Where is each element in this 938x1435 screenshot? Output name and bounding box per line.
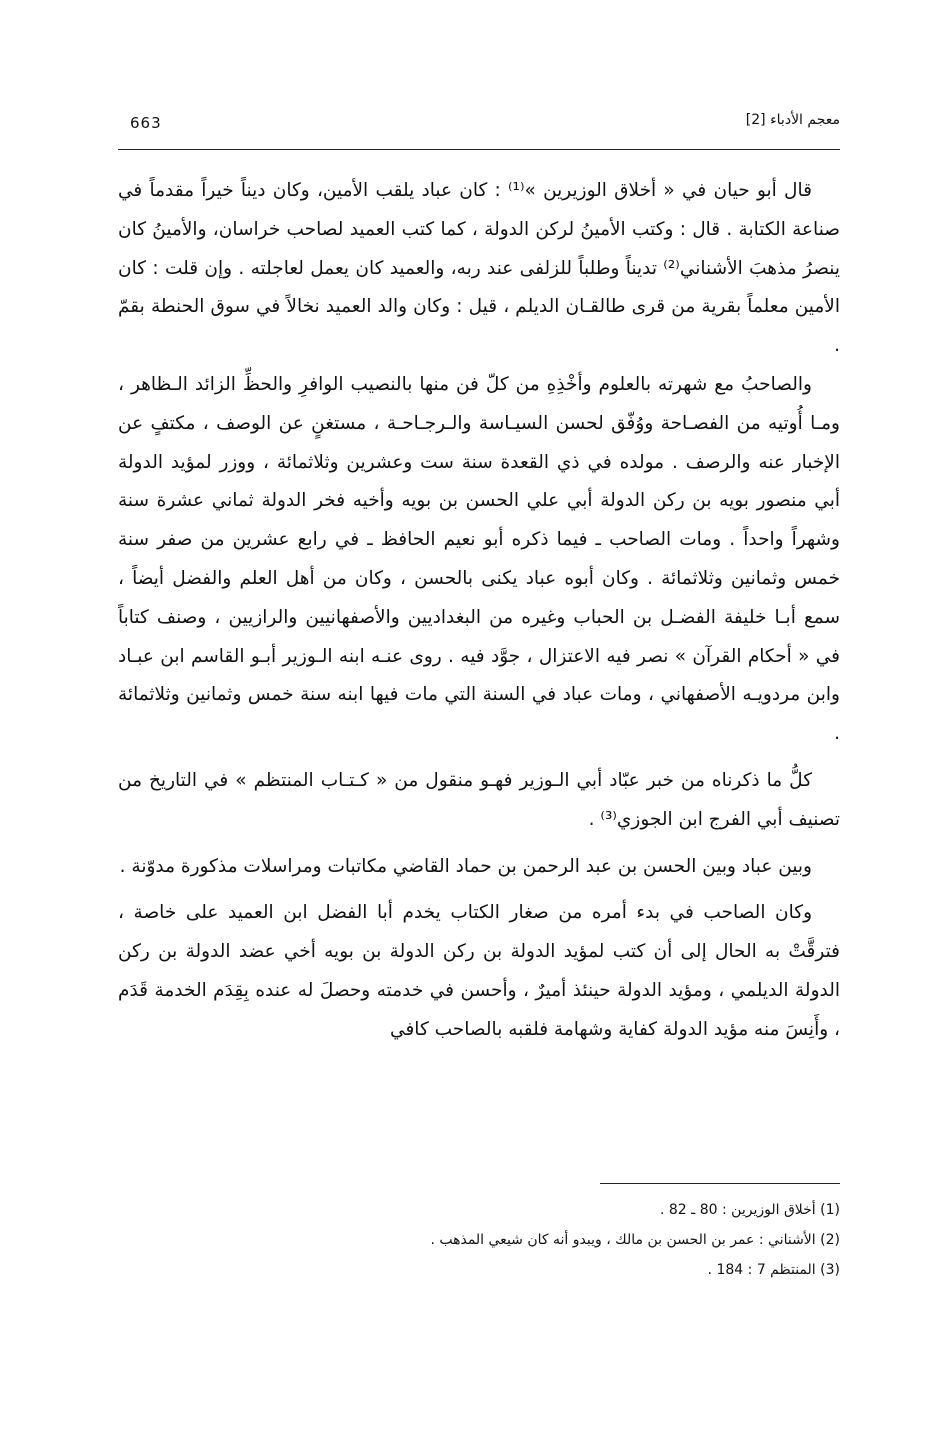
page-number: 663 xyxy=(130,114,162,132)
footnote-2: (2) الأشناني : عمر بن الحسن بن مالك ، ويبدو أنه كان شيعي المذهب . xyxy=(430,1232,840,1248)
footnotes xyxy=(118,1195,840,1285)
page-header xyxy=(118,108,840,150)
body-text xyxy=(118,172,840,1050)
paragraph-2: والصاحبُ مع شهرته بالعلوم وأخْذِهِ من كلّ فن منها بالنصيب الوافرِ والحظِّ الزائد الـظاهر ، ومـا أُوتيه من الفصـاحة ووُفّق لحسن السيـاسة والـرجـاحـة ، مستغنٍ عن الوصف ، مكتفٍ عن الإخبار عنه والرصف . مولده في ذي القعدة سنة ست وعشرين وثلاثمائة ، ووزر لمؤيد الدولة أبي منصور بويه بن ركن الدولة أبي علي الحسن بن بويه وأخيه فخر الدولة ثماني عشرة سنة وشهراً واحداً . ومات الصاحب ـ فيما ذكره أبو نعيم الحافظ ـ في رابع عشرين من صفر سنة خمس وثمانين وثلاثمائة . وكان أبوه عباد يكنى بالحسن ، وكان من أهل العلم والفضل أيضاً ، سمع أبـا خليفة الفضـل بن الحباب وغيره من البغداديين والأصفهانيين والرازيين ، وصنف كتاباً في « أحكام القرآن » نصر فيه الاعتزال ، جوَّد فيه . روى عنـه ابنه الـوزير أبـو القاسم ابن عبـاد وابن مردويـه الأصفهاني ، ومات عباد في السنة التي مات فيها ابنه سنة خمس وثمانين وثلاثمائة . xyxy=(118,373,840,745)
footnote-3: (3) المنتظم 7 : 184 . xyxy=(707,1262,840,1278)
paragraph-5: وكان الصاحب في بدء أمره من صغار الكتاب يخدم أبا الفضل ابن العميد على خاصة ، فترقَّتْ به الحال إلى أن كتب لمؤيد الدولة بن ركن الدولة بن بويه أخي عضد الدولة بن ركن الدولة الديلمي ، ومؤيد الدولة حينئذ أميرٌ ، وأحسن في خدمته وحصلَ له عنده بِقِدَم الخدمة قَدَم ، وأَنِسَ منه مؤيد الدولة كفاية وشهامة فلقبه بالصاحب كافي xyxy=(118,902,840,1040)
footnote-rule xyxy=(600,1183,840,1184)
running-title: معجم الأدباء [2] xyxy=(745,112,840,128)
paragraph-3: كلُّ ما ذكرناه من خبر عبّاد أبي الـوزير فهـو منقول من « كـتـاب المنتظم » في التاريخ من تصنيف أبي الفرج ابن الجوزي⁽³⁾ . xyxy=(118,769,840,830)
paragraph-4: وبين عباد وبين الحسن بن عبد الرحمن بن حماد القاضي مكاتبات ومراسلات مذكورة مدوّنة . xyxy=(119,855,812,877)
footnote-1: (1) أخلاق الوزيرين : 80 ـ 82 . xyxy=(659,1202,840,1218)
header-rule xyxy=(118,149,840,150)
paragraph-1: قال أبو حيان في « أخلاق الوزيرين »⁽¹⁾ : كان عباد يلقب الأمين، وكان ديناً خيراً مقدماً في صناعة الكتابة . قال : وكتب الأمينُ لركن الدولة ، كما كتب العميد لصاحب خراسان، والأمينُ كان ينصرُ مذهبَ الأشناني⁽²⁾ تديناً وطلباً للزلفى عند ربه، والعميد كان يعمل لعاجلته . وإن قلت : كان الأمين معلماً بقرية من قرى طالقـان الديلم ، قيل : وكان والد العميد نخالاً في سوق الحنطة بقمّ . xyxy=(118,180,841,357)
